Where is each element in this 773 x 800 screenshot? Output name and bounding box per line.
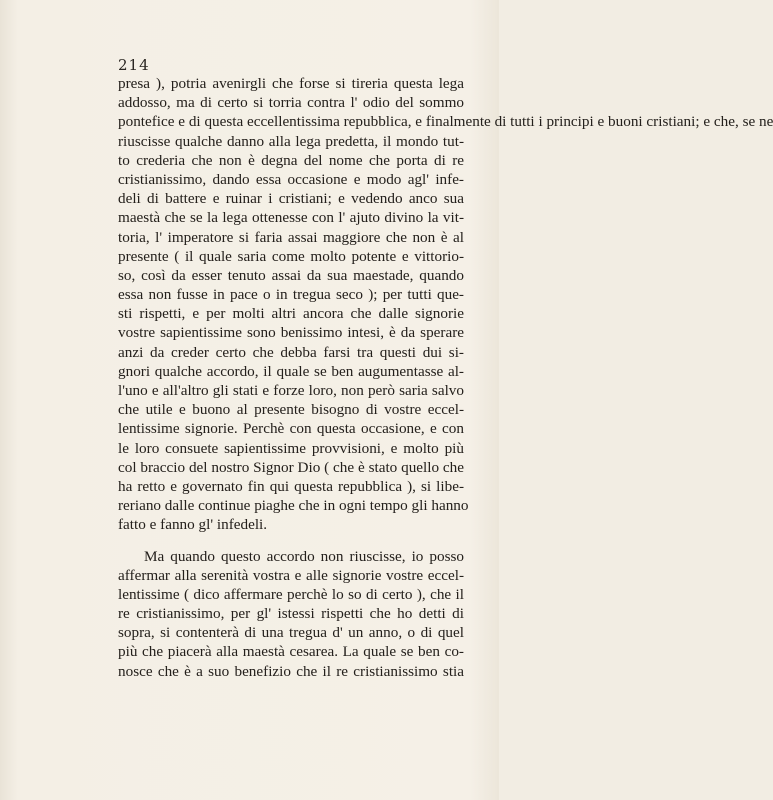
text-line: toria, l' imperatore si faria assai maggiore che non è al xyxy=(118,228,464,246)
text-line: che utile e buono al presente bisogno di vostre eccel- xyxy=(118,401,464,419)
text-line: sopra, si contenterà di una tregua d' un anno, o di quel xyxy=(118,624,464,642)
text-line: riuscisse qualche danno alla lega predetta, il mondo tut- xyxy=(118,132,464,150)
paragraph-1 xyxy=(118,74,773,535)
text-line: nosce che è a suo benefizio che il re cristianissimo stia xyxy=(118,662,464,680)
text-line: ha retto e governato fin qui questa repubblica ), si libe- xyxy=(118,477,464,495)
text-line: più che piacerà alla maestà cesarea. La quale se ben co- xyxy=(118,643,464,661)
text-line: sti rispetti, e per molti altri ancora che dalle signorie xyxy=(118,305,464,323)
text-line: fatto e fanno gl' infedeli. xyxy=(118,516,268,534)
text-line: so, così da esser tenuto assai da sua maestade, quando xyxy=(118,266,464,284)
text-line: col braccio del nostro Signor Dio ( che è stato quello che xyxy=(118,458,464,476)
paragraph-gap xyxy=(118,535,464,547)
text-line: lentissime ( dico affermare perchè lo so di certo ), che il xyxy=(118,585,464,603)
text-line: l'uno e all'altro gli stati e forze loro, non però saria salvo xyxy=(118,382,464,399)
text-line: vostre sapientissime sono benissimo intesi, è da sperare xyxy=(118,324,464,342)
text-line: to crederia che non è degna del nome che porta di re xyxy=(118,151,464,169)
text-line: lentissime signorie. Perchè con questa occasione, e con xyxy=(118,420,464,438)
text-line: cristianissimo, dando essa occasione e modo agl' infe- xyxy=(118,170,464,188)
text-line: Ma quando questo accordo non riuscisse, io posso xyxy=(144,547,464,565)
text-line: affermar alla serenità vostra e alle signorie vostre eccel- xyxy=(118,566,464,584)
text-line: pontefice e di questa eccellentissima repubblica, e finalmente di tutti i principi e buoni cristiani; e che, se ne xyxy=(118,113,773,131)
text-line: maestà che se la lega ottenesse con l' ajuto divino la vit- xyxy=(118,209,464,227)
text-line: addosso, ma di certo si torria contra l' odio del sommo xyxy=(118,94,464,112)
text-line: gnori qualche accordo, il quale se ben augumentasse al- xyxy=(118,362,464,380)
body-text xyxy=(118,74,773,681)
text-line: essa non fusse in pace o in tregua seco ); per tutti que- xyxy=(118,286,464,304)
text-line: re cristianissimo, per gl' istessi rispetti che ho detti di xyxy=(118,605,464,623)
text-line: presente ( il quale saria come molto potente e vittorio- xyxy=(118,247,464,265)
text-line: presa ), potria avenirgli che forse si tireria questa lega xyxy=(118,75,464,92)
text-line: reriano dalle continue piaghe che in ogni tempo gli hanno xyxy=(118,497,469,515)
page-number: 214 xyxy=(118,56,150,74)
text-line: anzi da creder certo che debba farsi tra questi dui si- xyxy=(118,343,464,361)
text-line: le loro consuete sapientissime provvisioni, e molto più xyxy=(118,439,464,457)
paragraph-2 xyxy=(118,547,464,681)
text-line: deli di battere e ruinar i cristiani; e vedendo anco sua xyxy=(118,190,464,208)
